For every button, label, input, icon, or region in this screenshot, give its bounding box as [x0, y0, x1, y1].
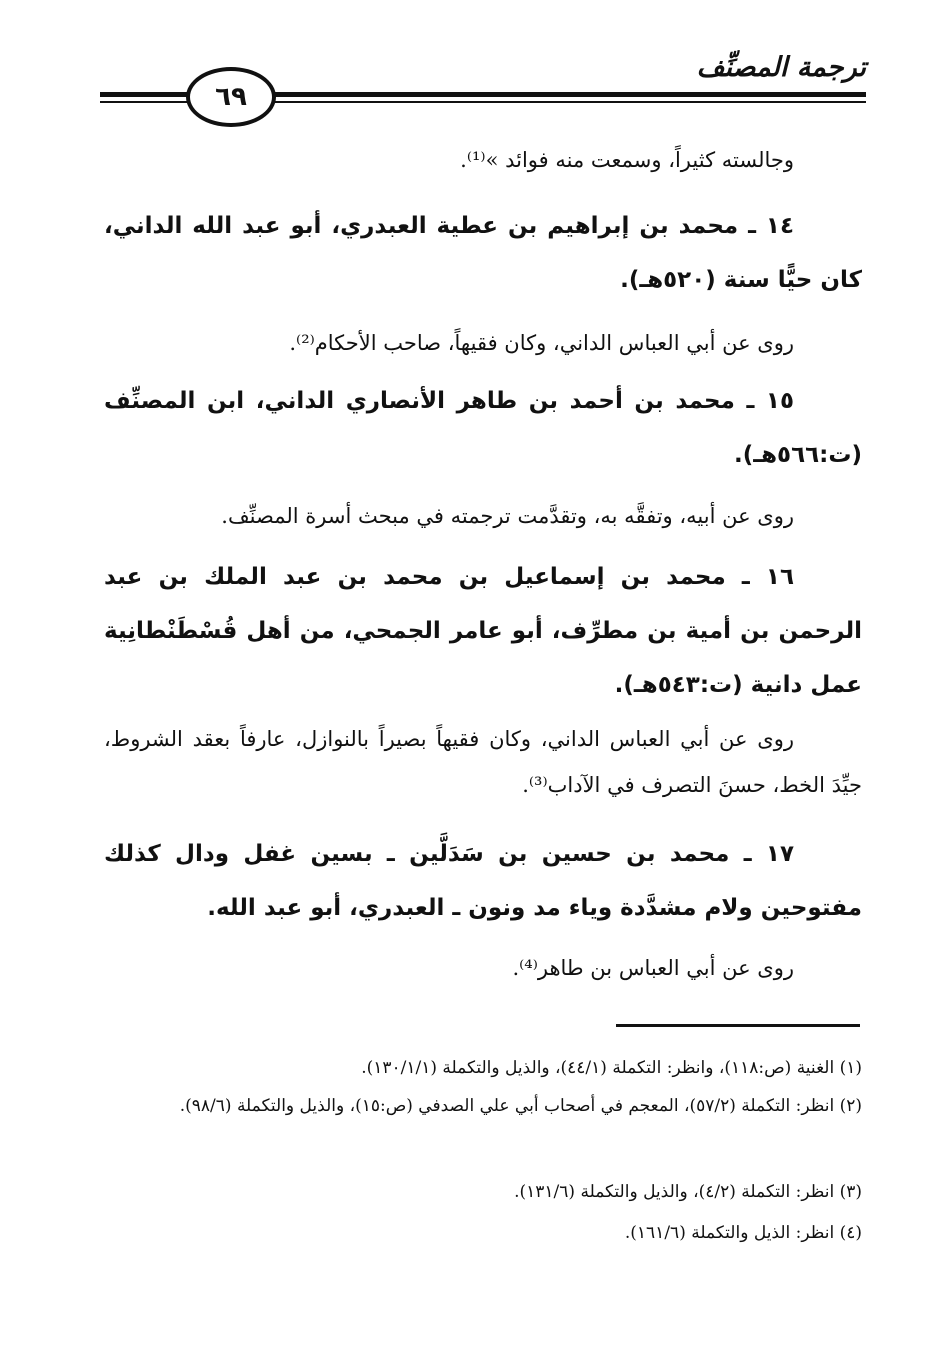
footnote-4: (٤) انظر: الذيل والتكملة (١٦١/٦).	[624, 1223, 862, 1243]
footnote-1: (١) الغنية (ص:١١٨)، وانظر: التكملة (٤٤/١)، والذيل والتكملة (١٣٠/١/١).	[361, 1058, 862, 1078]
footnote-2: (٢) انظر: التكملة (٥٧/٢)، المعجم في أصحاب أبي علي الصدفي (ص:١٥)، والذيل والتكملة (٩٨/٦).	[179, 1096, 862, 1116]
paragraph-3: روى عن أبيه، وتفقَّه به، وتقدَّمت ترجمته في مبحث أسرة المصنِّف.	[221, 504, 794, 528]
paragraph-2: روى عن أبي العباس الداني، وكان فقيهاً، صاحب الأحكام⁽²⁾.	[289, 331, 794, 355]
entry-14: ١٤ ـ محمد بن إبراهيم بن عطية العبدري، أبو عبد الله الداني، كان حيًّا سنة (٥٢٠هـ).	[104, 213, 862, 293]
footnote-3: (٣) انظر: التكملة (٤/٢)، والذيل والتكملة (١٣١/٦).	[514, 1182, 862, 1202]
page-number-oval	[186, 67, 276, 127]
entry-16: ١٦ ـ محمد بن إسماعيل بن محمد بن عبد الملك بن عبد الرحمن بن أمية بن مطرِّف، أبو عامر الجمحي، من أهل قُسْطَنْطانِية عمل دانية (ت:٥٤٣هـ).	[104, 564, 862, 698]
paragraph-5: روى عن أبي العباس بن طاهر⁽⁴⁾.	[512, 956, 794, 980]
paragraph-4: روى عن أبي العباس الداني، وكان فقيهاً بصيراً بالنوازل، عارفاً بعقد الشروط، جيِّدَ الخط، حسنَ التصرف في الآداب⁽³⁾.	[104, 727, 862, 797]
entry-15: ١٥ ـ محمد بن أحمد بن طاهر الأنصاري الداني، ابن المصنِّف (ت:٥٦٦هـ).	[104, 388, 862, 468]
page-number: ٦٩	[215, 82, 247, 112]
paragraph-1: وجالسته كثيراً، وسمعت منه فوائد »⁽¹⁾.	[460, 148, 794, 172]
footnote-separator	[616, 1024, 860, 1027]
running-title: ترجمة المصنِّف	[696, 52, 866, 83]
entry-17: ١٧ ـ محمد بن حسين بن سَدَلَّين ـ بسين غفل ودال كذلك مفتوحين ولام مشدَّدة وياء مد ونون ـ العبدري، أبو عبد الله.	[104, 841, 862, 921]
